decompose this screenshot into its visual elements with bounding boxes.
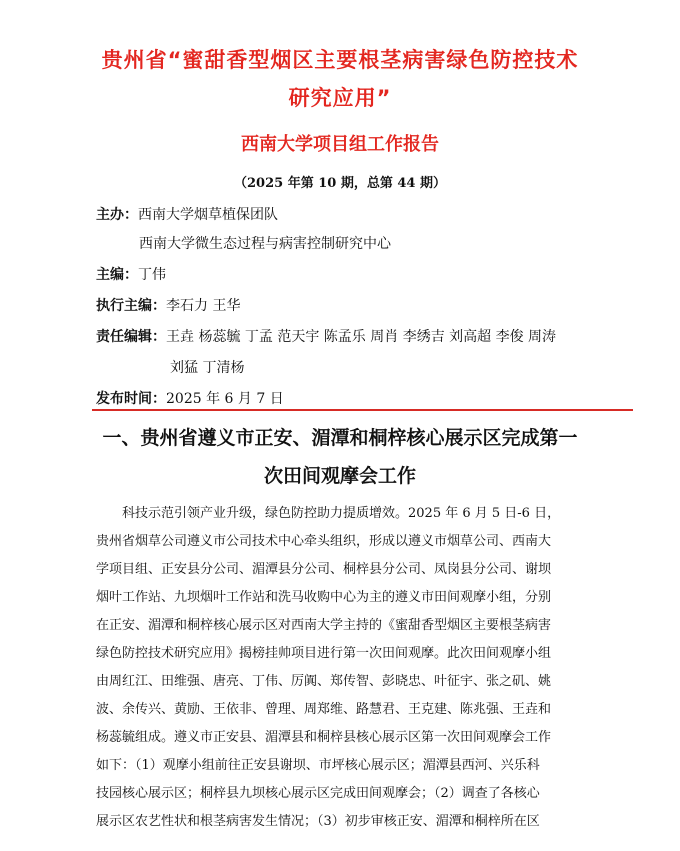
paragraph-line: 绿色防控技术研究应用》揭榜挂帅项目进行第一次田间观摩。此次田间观摩小组 <box>96 646 552 661</box>
paragraph-line: 烟叶工作站、九坝烟叶工作站和洗马收购中心为主的遵义市田间观摩小组，分别 <box>96 590 552 605</box>
paragraph-line: 展示区农艺性状和根茎病害发生情况；（3）初步审核正安、湄潭和桐梓所在区 <box>96 814 540 829</box>
resp-editor-label: 责任编辑： <box>96 329 166 345</box>
section-heading-line-2: 次田间观摩会工作 <box>263 465 416 487</box>
report-title-line-2: 研究应用” <box>288 86 392 110</box>
sponsor-row-2 <box>139 233 391 253</box>
publish-date-label: 发布时间： <box>96 391 166 407</box>
paragraph-line: 杨蕊毓组成。遵义市正安县、湄潭县和桐梓县核心展示区第一次田间观摩会工作 <box>96 730 552 745</box>
sponsor-label: 主办： <box>96 207 138 223</box>
sponsor-1: 西南大学烟草植保团队 <box>138 207 278 223</box>
resp-editor-names-1: 王垚 杨蕊毓 丁孟 范天宇 陈孟乐 周肖 李绣吉 刘高超 李俊 周涛 <box>166 329 557 345</box>
sponsor-row <box>96 204 278 224</box>
resp-editor-row-2 <box>170 357 244 377</box>
report-title-line-1: 贵州省“蜜甜香型烟区主要根茎病害绿色防控技术 <box>101 48 579 72</box>
resp-editor-row <box>96 326 556 346</box>
editor-label: 主编： <box>96 267 138 283</box>
paragraph-line: 如下：（1）观摩小组前往正安县谢坝、市坪核心展示区；湄潭县西河、兴乐科 <box>96 758 540 773</box>
editor-name: 丁伟 <box>138 267 166 283</box>
exec-editor-row <box>96 295 240 315</box>
paragraph-line: 波、余传兴、黄励、王依非、曾理、周郑维、路慧君、王克建、陈兆强、王垚和 <box>96 702 552 717</box>
sponsor-2: 西南大学微生态过程与病害控制研究中心 <box>139 236 391 252</box>
editor-row <box>96 264 166 284</box>
paragraph-line: 学项目组、正安县分公司、湄潭县分公司、桐梓县分公司、凤岗县分公司、谢坝 <box>96 562 552 577</box>
section-heading-line-1: 一、贵州省遵义市正安、湄潭和桐梓核心展示区完成第一 <box>102 427 578 449</box>
publish-date: 2025 年 6 月 7 日 <box>166 391 284 407</box>
red-divider <box>92 409 633 411</box>
resp-editor-names-2: 刘猛 丁清杨 <box>170 360 245 376</box>
exec-editor-names: 李石力 王华 <box>166 298 241 314</box>
exec-editor-label: 执行主编： <box>96 298 166 314</box>
paragraph-line: 科技示范引领产业升级，绿色防控助力提质增效。2025 年 6 月 5 日-6 日， <box>96 506 561 521</box>
paragraph-line: 由周红江、田维强、唐亮、丁伟、厉阗、郑传智、彭晓忠、叶征宇、张之矶、姚 <box>96 674 552 689</box>
paragraph-line: 技园核心展示区；桐梓县九坝核心展示区完成田间观摩会；（2）调查了各核心 <box>96 786 540 801</box>
paragraph-line: 在正安、湄潭和桐梓核心展示区对西南大学主持的《蜜甜香型烟区主要根茎病害 <box>96 618 552 633</box>
report-subtitle: 西南大学项目组工作报告 <box>241 134 439 155</box>
issue-number: （2025 年第 10 期，总第 44 期） <box>234 176 446 191</box>
paragraph-line: 贵州省烟草公司遵义市公司技术中心牵头组织，形成以遵义市烟草公司、西南大 <box>96 534 552 549</box>
publish-date-row <box>96 388 284 408</box>
